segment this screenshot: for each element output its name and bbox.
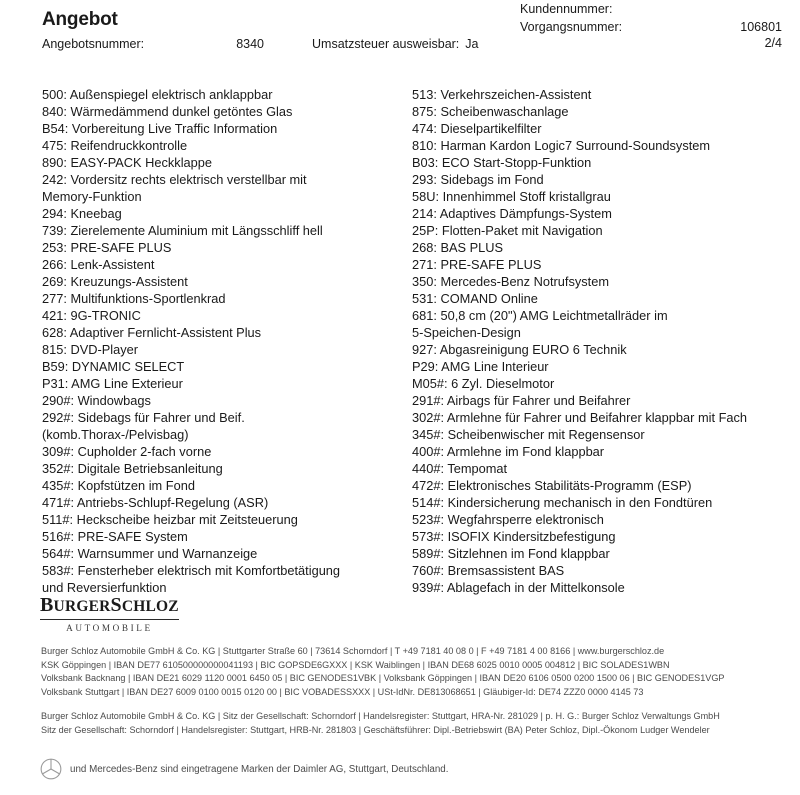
- logo-b: B: [40, 594, 54, 616]
- option-line: 890: EASY-PACK Heckklappe: [42, 155, 213, 170]
- option-line: 514#: Kindersicherung mechanisch in den Fondtüren: [412, 495, 713, 510]
- option-line: 500: Außenspiegel elektrisch anklappbar: [42, 87, 273, 102]
- option-line: 302#: Armlehne für Fahrer und Beifahrer klappbar mit Fach: [412, 410, 748, 425]
- offer-number-value: 8340: [236, 37, 264, 51]
- option-line: 271: PRE-SAFE PLUS: [412, 257, 542, 272]
- option-line: 269: Kreuzungs-Assistent: [42, 274, 188, 289]
- option-line: 840: Wärmedämmend dunkel getöntes Glas: [42, 104, 293, 119]
- option-line: 309#: Cupholder 2-fach vorne: [42, 444, 212, 459]
- option-line: B59: DYNAMIC SELECT: [42, 359, 185, 374]
- option-line: 435#: Kopfstützen im Fond: [42, 478, 195, 493]
- tax-deductible-label: Umsatzsteuer ausweisbar:: [312, 37, 460, 51]
- option-line: 25P: Flotten-Paket mit Navigation: [412, 223, 603, 238]
- footer-line: Sitz der Gesellschaft: Schorndorf | Handelsregister: Stuttgart, HRB-Nr. 281803 | Geschäftsführer: Dipl.-Betriebswirt (BA) Peter Schloz, Dipl.-Ökonom Ludger Wendeler: [41, 724, 710, 735]
- option-line: 573#: ISOFIX Kindersitzbefestigung: [412, 529, 616, 544]
- tax-deductible-value: Ja: [465, 37, 479, 51]
- option-line: 293: Sidebags im Fond: [412, 172, 544, 187]
- logo-urger: URGER: [53, 598, 111, 615]
- footer-line: Volksbank Stuttgart | IBAN DE27 6009 0100 0015 0120 00 | BIC VOBADESSXXX | USt-IdNr. DE813068651 | Gläubiger-Id: DE74 ZZZ0 0000 4145 73: [41, 686, 644, 697]
- options-column-right: [412, 86, 790, 596]
- option-line: 523#: Wegfahrsperre elektronisch: [412, 512, 604, 527]
- option-line: 350: Mercedes-Benz Notrufsystem: [412, 274, 610, 289]
- options-column-left: [42, 86, 410, 596]
- trademark-text: und Mercedes-Benz sind eingetragene Marken der Daimler AG, Stuttgart, Deutschland.: [70, 763, 449, 775]
- option-line: 440#: Tempomat: [412, 461, 508, 476]
- option-line: 628: Adaptiver Fernlicht-Assistent Plus: [42, 325, 262, 340]
- footer-line: Burger Schloz Automobile GmbH & Co. KG | Sitz der Gesellschaft: Schorndorf | Handelsregister: Stuttgart, HRA-Nr. 281029 | p. H. G.: Burger Schloz Verwaltungs GmbH: [41, 711, 720, 721]
- option-line: 875: Scheibenwaschanlage: [412, 104, 569, 119]
- option-line: 421: 9G-TRONIC: [42, 308, 141, 323]
- footer-legal-details: [41, 710, 781, 737]
- mercedes-star-icon: [40, 758, 62, 780]
- option-line: 815: DVD-Player: [42, 342, 139, 357]
- option-line: 531: COMAND Online: [412, 291, 538, 306]
- option-line: P29: AMG Line Interieur: [412, 359, 549, 374]
- footer-bank-details: [41, 645, 781, 699]
- option-line: 516#: PRE-SAFE System: [42, 529, 188, 544]
- customer-number-label: Kundennummer:: [520, 2, 613, 16]
- trademark-notice: [40, 758, 448, 780]
- option-line: und Reversierfunktion: [42, 580, 167, 595]
- option-line: 292#: Sidebags für Fahrer und Beif.: [42, 410, 245, 425]
- option-line: 253: PRE-SAFE PLUS: [42, 240, 172, 255]
- option-line: 471#: Antriebs-Schlupf-Regelung (ASR): [42, 495, 269, 510]
- logo-s: S: [110, 594, 122, 616]
- option-line: P31: AMG Line Exterieur: [42, 376, 183, 391]
- transaction-number-row: [520, 18, 782, 36]
- option-line: 352#: Digitale Betriebsanleitung: [42, 461, 223, 476]
- option-line: 810: Harman Kardon Logic7 Surround-Soundsystem: [412, 138, 711, 153]
- option-line: 927: Abgasreinigung EURO 6 Technik: [412, 342, 627, 357]
- customer-number-row: [520, 0, 782, 18]
- option-line: B54: Vorbereitung Live Traffic Information: [42, 121, 278, 136]
- offer-number-row: [42, 37, 264, 51]
- option-line: 681: 50,8 cm (20") AMG Leichtmetallräder im: [412, 308, 668, 323]
- logo-chloz: CHLOZ: [121, 598, 179, 615]
- option-line: 472#: Elektronisches Stabilitäts-Programm (ESP): [412, 478, 692, 493]
- dealer-logo-subtitle: AUTOMOBILE: [66, 623, 153, 633]
- transaction-number-label: Vorgangsnummer:: [520, 20, 623, 34]
- option-line: 291#: Airbags für Fahrer und Beifahrer: [412, 393, 631, 408]
- transaction-number-value: 106801: [740, 20, 782, 34]
- footer-line: Volksbank Backnang | IBAN DE21 6029 1120 0001 6450 05 | BIC GENODES1VBK | Volksbank Göppingen | IBAN DE20 6106 0500 0200 1500 06 | BIC GENODES1VGP: [41, 673, 725, 684]
- option-line: 400#: Armlehne im Fond klappbar: [412, 444, 605, 459]
- option-line: 345#: Scheibenwischer mit Regensensor: [412, 427, 645, 442]
- option-line: 214: Adaptives Dämpfungs-System: [412, 206, 612, 221]
- option-line: 290#: Windowbags: [42, 393, 151, 408]
- option-line: (komb.Thorax-/Pelvisbag): [42, 427, 189, 442]
- option-line: 474: Dieselpartikelfilter: [412, 121, 542, 136]
- footer-line: Burger Schloz Automobile GmbH & Co. KG | Stuttgarter Straße 60 | 73614 Schorndorf | T +49 7181 40 08 0 | F +49 7181 4 00 8166 | www.burgerschloz.de: [41, 646, 665, 656]
- offer-number-label: Angebotsnummer:: [42, 37, 145, 51]
- option-line: 589#: Sitzlehnen im Fond klappbar: [412, 546, 610, 561]
- option-line: 939#: Ablagefach in der Mittelkonsole: [412, 580, 625, 595]
- option-line: 564#: Warnsummer und Warnanzeige: [42, 546, 258, 561]
- option-line: 513: Verkehrszeichen-Assistent: [412, 87, 592, 102]
- page-indicator: 2/4: [764, 36, 782, 50]
- option-line: B03: ECO Start-Stopp-Funktion: [412, 155, 592, 170]
- option-line: 760#: Bremsassistent BAS: [412, 563, 565, 578]
- option-line: 277: Multifunktions-Sportlenkrad: [42, 291, 226, 306]
- option-line: M05#: 6 Zyl. Dieselmotor: [412, 376, 555, 391]
- option-line: Memory-Funktion: [42, 189, 142, 204]
- option-line: 739: Zierelemente Aluminium mit Längsschliff hell: [42, 223, 323, 238]
- dealer-logo-wordmark: [40, 594, 179, 620]
- option-line: 242: Vordersitz rechts elektrisch verstellbar mit: [42, 172, 307, 187]
- option-line: 511#: Heckscheibe heizbar mit Zeitsteuerung: [42, 512, 298, 527]
- option-line: 266: Lenk-Assistent: [42, 257, 155, 272]
- option-line: 5-Speichen-Design: [412, 325, 521, 340]
- tax-deductible-row: [312, 37, 478, 51]
- page-title: Angebot: [42, 9, 118, 30]
- option-line: 294: Kneebag: [42, 206, 122, 221]
- option-line: 58U: Innenhimmel Stoff kristallgrau: [412, 189, 611, 204]
- dealer-logo: [40, 594, 179, 633]
- footer-line: KSK Göppingen | IBAN DE77 610500000000041193 | BIC GOPSDE6GXXX | KSK Waiblingen | IBAN DE68 6025 0010 0005 004812 | BIC SOLADES1WBN: [41, 659, 670, 670]
- document-header: [0, 0, 800, 70]
- option-line: 268: BAS PLUS: [412, 240, 504, 255]
- header-right-block: [520, 0, 782, 36]
- option-line: 475: Reifendruckkontrolle: [42, 138, 188, 153]
- option-line: 583#: Fensterheber elektrisch mit Komfortbetätigung: [42, 563, 341, 578]
